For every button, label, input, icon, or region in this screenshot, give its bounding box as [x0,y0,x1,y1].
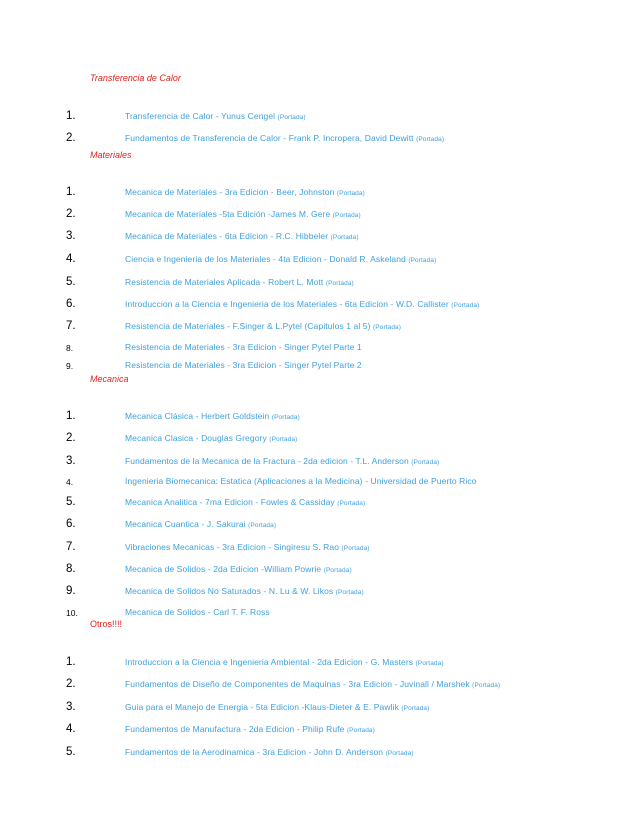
portada-link[interactable]: Portada [338,589,362,596]
paren-open: ( [341,545,344,552]
paren-open: ( [415,660,418,667]
book-link[interactable] [125,187,365,197]
book-title[interactable]: Mecanica de Solidos - 2da Edicion -William Powrie [125,564,322,574]
paren-open: ( [401,705,404,712]
book-link[interactable] [125,679,500,689]
list-number: 4. [66,477,74,487]
paren-open: ( [248,522,251,529]
list-number: 3. [66,701,76,713]
list-number: 9. [66,361,74,371]
paren-close: ) [367,545,370,552]
portada-link[interactable]: Portada [339,500,363,507]
paren-open: ( [325,280,329,287]
list-number: 2. [66,432,76,444]
list-number: 8. [66,563,76,575]
list-number: 9. [66,585,76,597]
book-title[interactable]: Fundamentos de Diseño de Componentes de Maquinas - 3ra Edicion - Juvinall / Marshek [125,679,470,689]
list-number: 5. [66,276,76,288]
section-heading: Materiales [90,150,132,160]
book-link[interactable] [125,702,429,712]
paren-close: ) [295,436,298,443]
list-number: 5. [66,746,76,758]
paren-close: ) [437,459,440,466]
paren-close: ) [297,414,300,421]
book-link[interactable] [125,299,479,309]
book-link[interactable] [125,433,297,443]
book-title[interactable]: Introduccion a la Ciencia e Ingenieria de los Materiales - 6ta Edicion - W.D. Callister [125,299,449,309]
portada-link[interactable]: Portada [271,436,296,443]
book-link[interactable] [125,411,300,421]
book-title[interactable]: Introduccion a la Ciencia e Ingenieria Ambiental - 2da Edicion - G. Masters [125,657,414,667]
paren-open: ( [416,136,419,143]
book-title[interactable]: Fundamentos de la Mecanica de la Fractura - 2da edicion - T.L. Anderson [125,456,409,466]
paren-close: ) [427,705,430,712]
book-link[interactable] [125,586,364,596]
book-title[interactable]: Mecanica de Solidos - Carl T. F. Ross [125,607,270,617]
book-link[interactable] [125,747,414,757]
section-heading: Transferencia de Calor [90,73,181,83]
portada-link[interactable]: Portada [328,280,352,287]
portada-link[interactable]: Portada [417,660,442,667]
paren-close: ) [398,324,402,331]
portada-link[interactable]: Portada [339,190,363,197]
list-number: 2. [66,208,76,220]
paren-close: ) [303,114,306,121]
book-title[interactable]: Fundamentos de Transferencia de Calor - Frank P. Incropera, David Dewitt [125,133,414,143]
paren-close: ) [441,660,444,667]
list-number: 3. [66,230,76,242]
book-title[interactable]: Vibraciones Mecanicas - 3ra Edicion - Singiresu S. Rao [125,542,340,552]
portada-link[interactable]: Portada [325,567,350,574]
paren-open: ( [323,567,326,574]
section-heading: Mecanica [90,374,129,384]
paren-open: ( [271,414,275,421]
paren-open: ( [472,682,475,689]
book-title[interactable]: Transferencia de Calor - Yunus Cengel [125,111,276,121]
paren-close: ) [497,682,501,689]
list-number: 10. [66,608,78,618]
book-link[interactable] [125,277,354,287]
list-number: 1. [66,656,76,668]
paren-close: ) [351,280,354,287]
book-title[interactable]: Fundamentos de Manufactura - 2da Edicion - Philip Rufe [125,724,345,734]
book-link[interactable] [125,360,362,370]
portada-link[interactable]: Portada [349,727,373,734]
portada-link[interactable]: Portada [274,414,298,421]
list-number: 5. [66,496,76,508]
portada-link[interactable]: Portada [453,302,478,309]
portada-link[interactable]: Portada [343,545,368,552]
book-title[interactable]: Mecanica Clásica - Herbert Goldstein [125,411,270,421]
paren-close: ) [362,500,366,507]
portada-link[interactable]: Portada [387,750,412,757]
paren-close: ) [362,190,365,197]
portada-link[interactable]: Portada [332,234,357,241]
paren-open: ( [336,190,340,197]
portada-link[interactable]: Portada [403,705,428,712]
book-link[interactable] [125,456,439,466]
book-title[interactable]: Fundamentos de la Aerodinamica - 3ra Edicion - John D. Anderson [125,747,384,757]
paren-open: ( [385,750,388,757]
paren-close: ) [441,136,445,143]
book-link[interactable] [125,657,444,667]
paren-close: ) [349,567,352,574]
book-link[interactable] [125,564,352,574]
book-title[interactable]: Mecanica Cuantica - J. Sakurai [125,519,246,529]
book-link[interactable] [125,607,270,617]
paren-close: ) [477,302,480,309]
paren-close: ) [411,750,414,757]
portada-link[interactable]: Portada [335,212,359,219]
book-link[interactable] [125,321,401,331]
paren-open: ( [269,436,272,443]
paren-close: ) [434,257,437,264]
list-number: 7. [66,320,76,332]
paren-close: ) [361,589,364,596]
book-title[interactable]: Mecanica de Materiales - 3ra Edicion - Beer, Johnston [125,187,335,197]
book-title[interactable]: Mecanica de Materiales -5ta Edición -James M. Gere [125,209,331,219]
paren-open: ( [330,234,333,241]
book-title[interactable]: Ciencia e Ingenieria de los Materiales - 4ta Edicion - Donald R. Askeland [125,254,406,264]
paren-open: ( [411,459,414,466]
portada-link[interactable]: Portada [250,522,274,529]
paren-open: ( [373,324,376,331]
paren-open: ( [346,727,350,734]
portada-link[interactable]: Portada [418,136,442,143]
paren-close: ) [372,727,375,734]
paren-open: ( [451,302,454,309]
list-number: 6. [66,518,76,530]
book-title[interactable]: Resistencia de Materiales - 3ra Edicion - Singer Pytel Parte 2 [125,360,362,370]
book-link[interactable] [125,476,477,486]
section-heading: Otros!!!! [90,619,123,629]
list-number: 2. [66,678,76,690]
list-number: 8. [66,343,74,353]
paren-open: ( [408,257,411,264]
book-link[interactable] [125,111,306,121]
list-number: 3. [66,455,76,467]
portada-link[interactable]: Portada [279,114,304,121]
book-link[interactable] [125,209,361,219]
paren-open: ( [277,114,280,121]
book-link[interactable] [125,231,359,241]
list-number: 1. [66,410,76,422]
list-number: 1. [66,186,76,198]
portada-link[interactable]: Portada [375,324,399,331]
book-title[interactable]: Mecanica de Materiales - 6ta Edicion - R.C. Hibbeler [125,231,329,241]
book-link[interactable] [125,724,375,734]
book-link[interactable] [125,542,370,552]
paren-close: ) [358,212,361,219]
book-title[interactable]: Mecanica Clasica - Douglas Gregory [125,433,267,443]
book-title[interactable]: Resistencia de Materiales Aplicada - Robert L. Mott [125,277,324,287]
book-title[interactable]: Mecanica de Solidos No Saturados - N. Lu & W. Likos [125,586,334,596]
book-link[interactable] [125,254,436,264]
paren-close: ) [273,522,277,529]
book-link[interactable] [125,497,365,507]
paren-open: ( [337,500,340,507]
list-number: 4. [66,253,76,265]
book-title[interactable]: Resistencia de Materiales - F.Singer & L.Pytel (Capitulos 1 al 5) [125,321,371,331]
book-link[interactable] [125,519,276,529]
list-number: 1. [66,110,76,122]
list-number: 6. [66,298,76,310]
book-title[interactable]: Resistencia de Materiales - 3ra Edicion - Singer Pytel Parte 1 [125,342,362,352]
paren-open: ( [335,589,338,596]
paren-open: ( [332,212,336,219]
portada-link[interactable]: Portada [410,257,435,264]
list-number: 7. [66,541,76,553]
portada-link[interactable]: Portada [474,682,498,689]
portada-link[interactable]: Portada [413,459,438,466]
book-title[interactable]: Ingenieria Biomecanica: Estatica (Aplicaciones a la Medicina) - Universidad de Puerto Rico [125,476,477,486]
list-number: 2. [66,132,76,144]
list-number: 4. [66,723,76,735]
book-link[interactable] [125,133,444,143]
book-link[interactable] [125,342,362,352]
book-title[interactable]: Mecanica Analitica - 7ma Edicion - Fowles & Cassiday [125,497,335,507]
book-title[interactable]: Guia para el Manejo de Energia - 5ta Edicion -Klaus-Dieter & E. Pawlik [125,702,399,712]
paren-close: ) [356,234,359,241]
